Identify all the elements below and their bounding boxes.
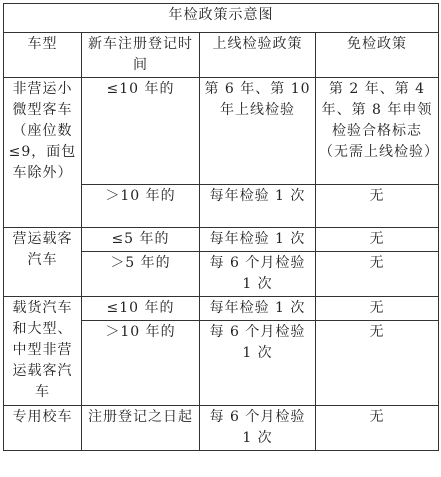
policy-table-container <box>3 3 439 451</box>
exemption-policy-cell: 无 <box>316 321 439 406</box>
inspection-policy-cell: 每 6 个月检验 1 次 <box>200 406 316 451</box>
registration-time-cell: ＞10 年的 <box>82 321 200 406</box>
inspection-policy-cell: 每 6 个月检验 1 次 <box>200 252 316 297</box>
exemption-policy-cell: 第 2 年、第 4 年、第 8 年申领检验合格标志（无需上线检验） <box>316 78 439 185</box>
registration-time-cell: 注册登记之日起 <box>82 406 200 451</box>
table-row <box>4 406 439 451</box>
exemption-policy-cell: 无 <box>316 252 439 297</box>
registration-time-cell: ＞5 年的 <box>82 252 200 297</box>
exemption-policy-cell: 无 <box>316 406 439 451</box>
inspection-policy-cell: 每年检验 1 次 <box>200 228 316 252</box>
vehicle-type-cell: 载货汽车和大型、中型非营运载客汽车 <box>4 297 82 406</box>
table-row <box>4 297 439 321</box>
inspection-policy-cell: 每 6 个月检验 1 次 <box>200 321 316 406</box>
registration-time-cell: ≤10 年的 <box>82 297 200 321</box>
inspection-policy-table <box>3 3 439 451</box>
table-title: 年检政策示意图 <box>4 4 439 33</box>
registration-time-cell: ≤10 年的 <box>82 78 200 185</box>
exemption-policy-cell: 无 <box>316 185 439 228</box>
exemption-policy-cell: 无 <box>316 297 439 321</box>
vehicle-type-cell: 非营运小微型客车（座位数≤9，面包车除外） <box>4 78 82 228</box>
inspection-policy-cell: 每年检验 1 次 <box>200 297 316 321</box>
table-row <box>4 228 439 252</box>
inspection-policy-cell: 每年检验 1 次 <box>200 185 316 228</box>
inspection-policy-cell: 第 6 年、第 10 年上线检验 <box>200 78 316 185</box>
header-inspection-policy: 上线检验政策 <box>200 33 316 78</box>
header-vehicle-type: 车型 <box>4 33 82 78</box>
vehicle-type-cell: 营运载客汽车 <box>4 228 82 297</box>
header-exemption-policy: 免检政策 <box>316 33 439 78</box>
exemption-policy-cell: 无 <box>316 228 439 252</box>
registration-time-cell: ≤5 年的 <box>82 228 200 252</box>
vehicle-type-cell: 专用校车 <box>4 406 82 451</box>
table-row <box>4 78 439 185</box>
registration-time-cell: ＞10 年的 <box>82 185 200 228</box>
header-registration-time: 新车注册登记时间 <box>82 33 200 78</box>
header-row <box>4 33 439 78</box>
